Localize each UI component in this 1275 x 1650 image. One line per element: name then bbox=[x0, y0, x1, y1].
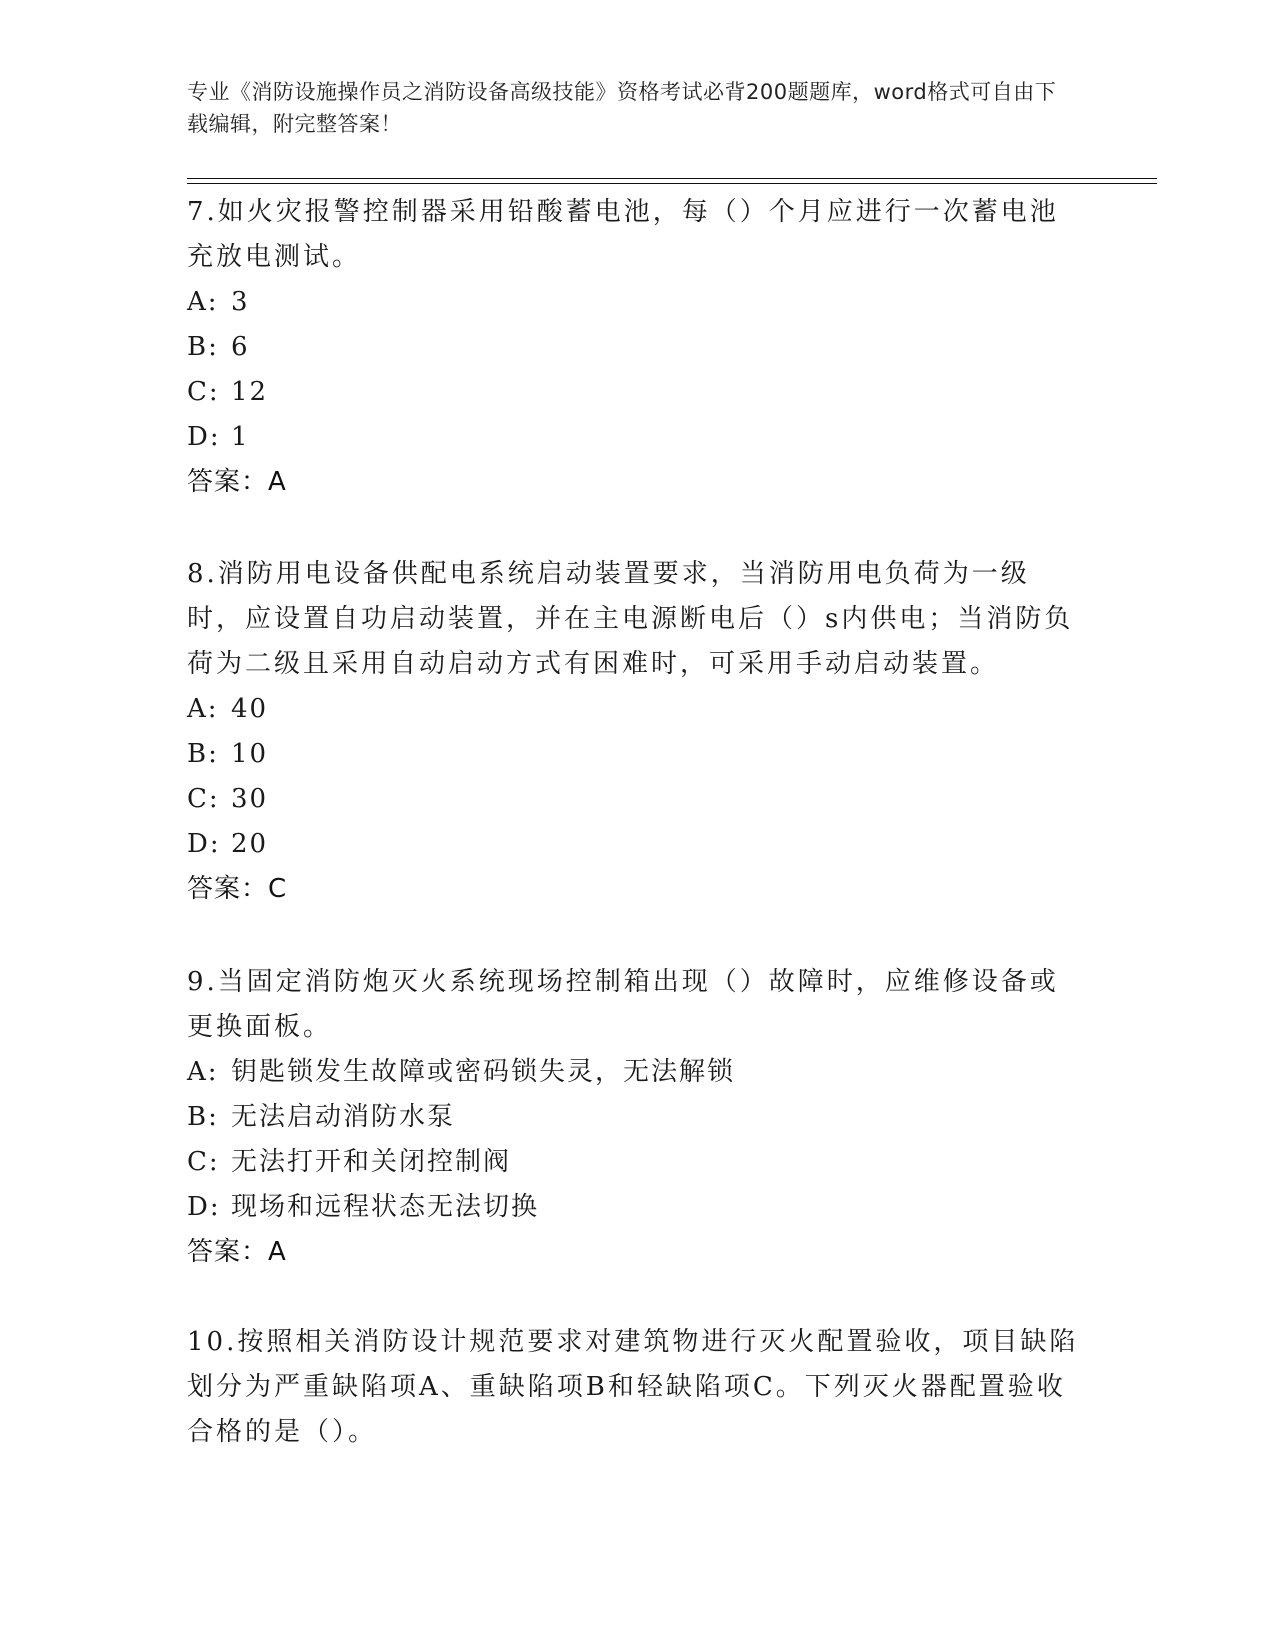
option-letter: C: bbox=[187, 1147, 220, 1177]
answer-line: 答案：A bbox=[187, 1237, 287, 1267]
option-c bbox=[187, 370, 1087, 415]
option-c bbox=[187, 777, 1087, 822]
option-letter: B: bbox=[187, 332, 219, 362]
option-text: 现场和远程状态无法切换 bbox=[231, 1192, 540, 1222]
option-a bbox=[187, 280, 1087, 325]
option-text: 40 bbox=[231, 694, 269, 724]
option-letter: A: bbox=[187, 694, 219, 724]
option-b bbox=[187, 732, 1087, 777]
option-letter: A: bbox=[187, 1057, 219, 1087]
option-text: 无法启动消防水泵 bbox=[231, 1102, 456, 1132]
question-stem: 8.消防用电设备供配电系统启动装置要求，当消防用电负荷为一级时，应设置自功启动装置，并在主电源断电后（）s内供电；当消防负荷为二级且采用自动启动方式有困难时，可采用手动启动装置。 bbox=[187, 559, 1074, 679]
question-stem: 10.按照相关消防设计规范要求对建筑物进行灭火配置验收，项目缺陷划分为严重缺陷项A、重缺陷项B和轻缺陷项C。下列灭火器配置验收合格的是（）。 bbox=[187, 1327, 1079, 1447]
option-b bbox=[187, 325, 1087, 370]
option-d bbox=[187, 415, 1087, 460]
option-text: 无法打开和关闭控制阀 bbox=[231, 1147, 512, 1177]
answer-line: 答案：A bbox=[187, 467, 287, 497]
header-divider-top bbox=[187, 178, 1157, 179]
option-text: 3 bbox=[231, 287, 250, 317]
option-a bbox=[187, 687, 1087, 732]
option-letter: D: bbox=[187, 1192, 221, 1222]
option-letter: C: bbox=[187, 784, 220, 814]
question-7 bbox=[187, 190, 1087, 505]
option-text: 1 bbox=[231, 422, 250, 452]
option-text: 20 bbox=[231, 829, 269, 859]
option-c bbox=[187, 1140, 1087, 1185]
option-text: 钥匙锁发生故障或密码锁失灵，无法解锁 bbox=[231, 1057, 736, 1087]
option-letter: B: bbox=[187, 1102, 219, 1132]
answer-line: 答案：C bbox=[187, 874, 288, 904]
question-10 bbox=[187, 1320, 1087, 1455]
option-letter: B: bbox=[187, 739, 219, 769]
option-text: 12 bbox=[231, 377, 269, 407]
question-9 bbox=[187, 960, 1087, 1275]
option-text: 10 bbox=[231, 739, 269, 769]
option-a bbox=[187, 1050, 1087, 1095]
option-text: 30 bbox=[231, 784, 269, 814]
option-letter: A: bbox=[187, 287, 219, 317]
header-divider-bottom bbox=[187, 183, 1157, 184]
question-8 bbox=[187, 552, 1087, 912]
option-d bbox=[187, 822, 1087, 867]
option-b bbox=[187, 1095, 1087, 1140]
document-header: 专业《消防设施操作员之消防设备高级技能》资格考试必背200题题库，word格式可自由下载编辑，附完整答案！ bbox=[187, 80, 1057, 136]
question-stem: 9.当固定消防炮灭火系统现场控制箱出现（）故障时，应维修设备或更换面板。 bbox=[187, 967, 1059, 1042]
option-letter: D: bbox=[187, 829, 221, 859]
question-stem: 7.如火灾报警控制器采用铅酸蓄电池，每（）个月应进行一次蓄电池充放电测试。 bbox=[187, 197, 1059, 272]
option-d bbox=[187, 1185, 1087, 1230]
option-letter: D: bbox=[187, 422, 221, 452]
option-letter: C: bbox=[187, 377, 220, 407]
option-text: 6 bbox=[231, 332, 250, 362]
